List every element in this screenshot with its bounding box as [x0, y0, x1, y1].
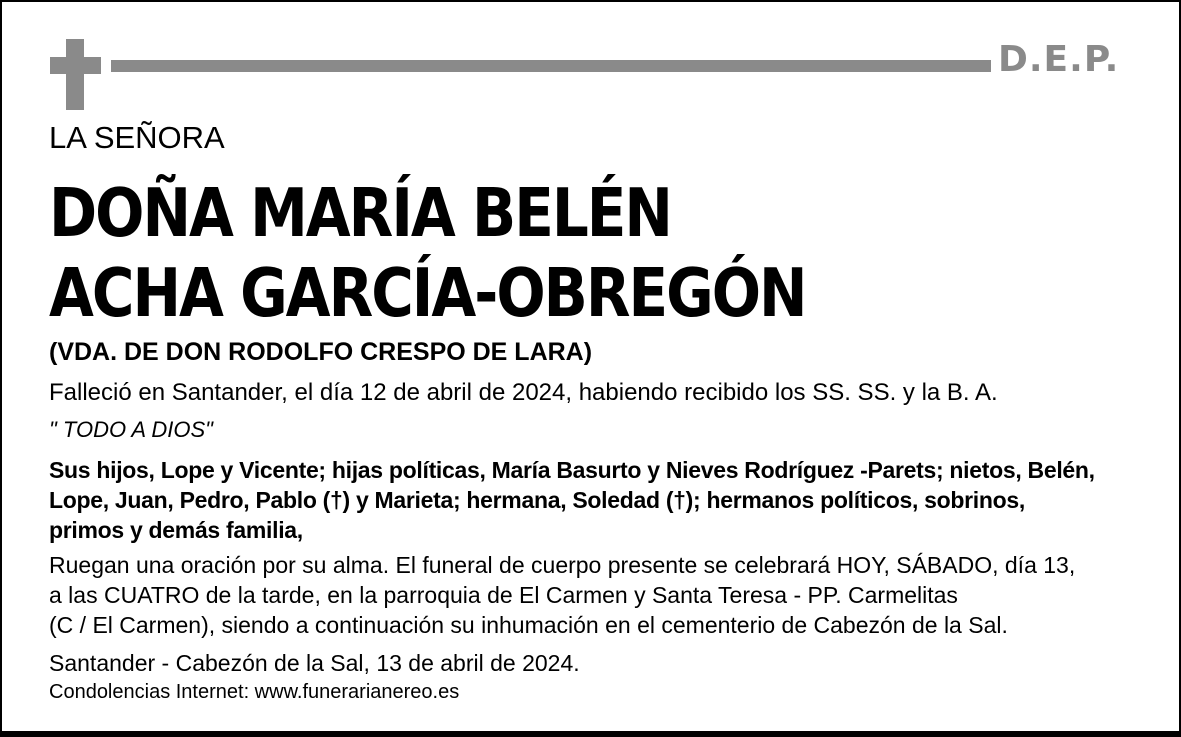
funeral-line: (C / El Carmen), siendo a continuación su inhumación en el cementerio de Cabezón de la Sal.	[49, 612, 1008, 638]
widow-of: (VDA. DE DON RODOLFO CRESPO DE LARA)	[49, 338, 593, 366]
dep-label: D.E.P.	[998, 39, 1120, 80]
motto: " TODO A DIOS"	[49, 417, 213, 442]
family-line: Lope, Juan, Pedro, Pablo (†) y Marieta; hermana, Soledad (†); hermanos políticos, sobrinos,	[49, 487, 1025, 513]
funeral-line: Ruegan una oración por su alma. El funeral de cuerpo presente se celebrará HOY, SÁBADO, día 13,	[49, 552, 1076, 578]
family-line: Sus hijos, Lope y Vicente; hijas políticas, María Basurto y Nieves Rodríguez -Parets; nietos, Belén,	[49, 457, 1095, 483]
cross-icon-bar	[50, 57, 101, 74]
family-list	[49, 455, 1159, 545]
honorific: LA SEÑORA	[49, 120, 225, 155]
deceased-name-line2: ACHA GARCÍA-OBREGÓN	[49, 254, 806, 333]
deceased-name-line1: DOÑA MARÍA BELÉN	[49, 174, 671, 253]
place-date: Santander - Cabezón de la Sal, 13 de abril de 2024.	[49, 650, 580, 676]
cross-icon	[66, 39, 84, 110]
death-text: Falleció en Santander, el día 12 de abril de 2024, habiendo recibido los SS. SS. y la B. A.	[49, 379, 998, 406]
funeral-line: a las CUATRO de la tarde, en la parroquia de El Carmen y Santa Teresa - PP. Carmelitas	[49, 582, 958, 608]
condolences-link[interactable]: Condolencias Internet: www.funerarianereo.es	[49, 681, 460, 703]
funeral-details	[49, 550, 1075, 640]
family-line: primos y demás familia,	[49, 517, 303, 543]
header-rule	[111, 60, 991, 72]
